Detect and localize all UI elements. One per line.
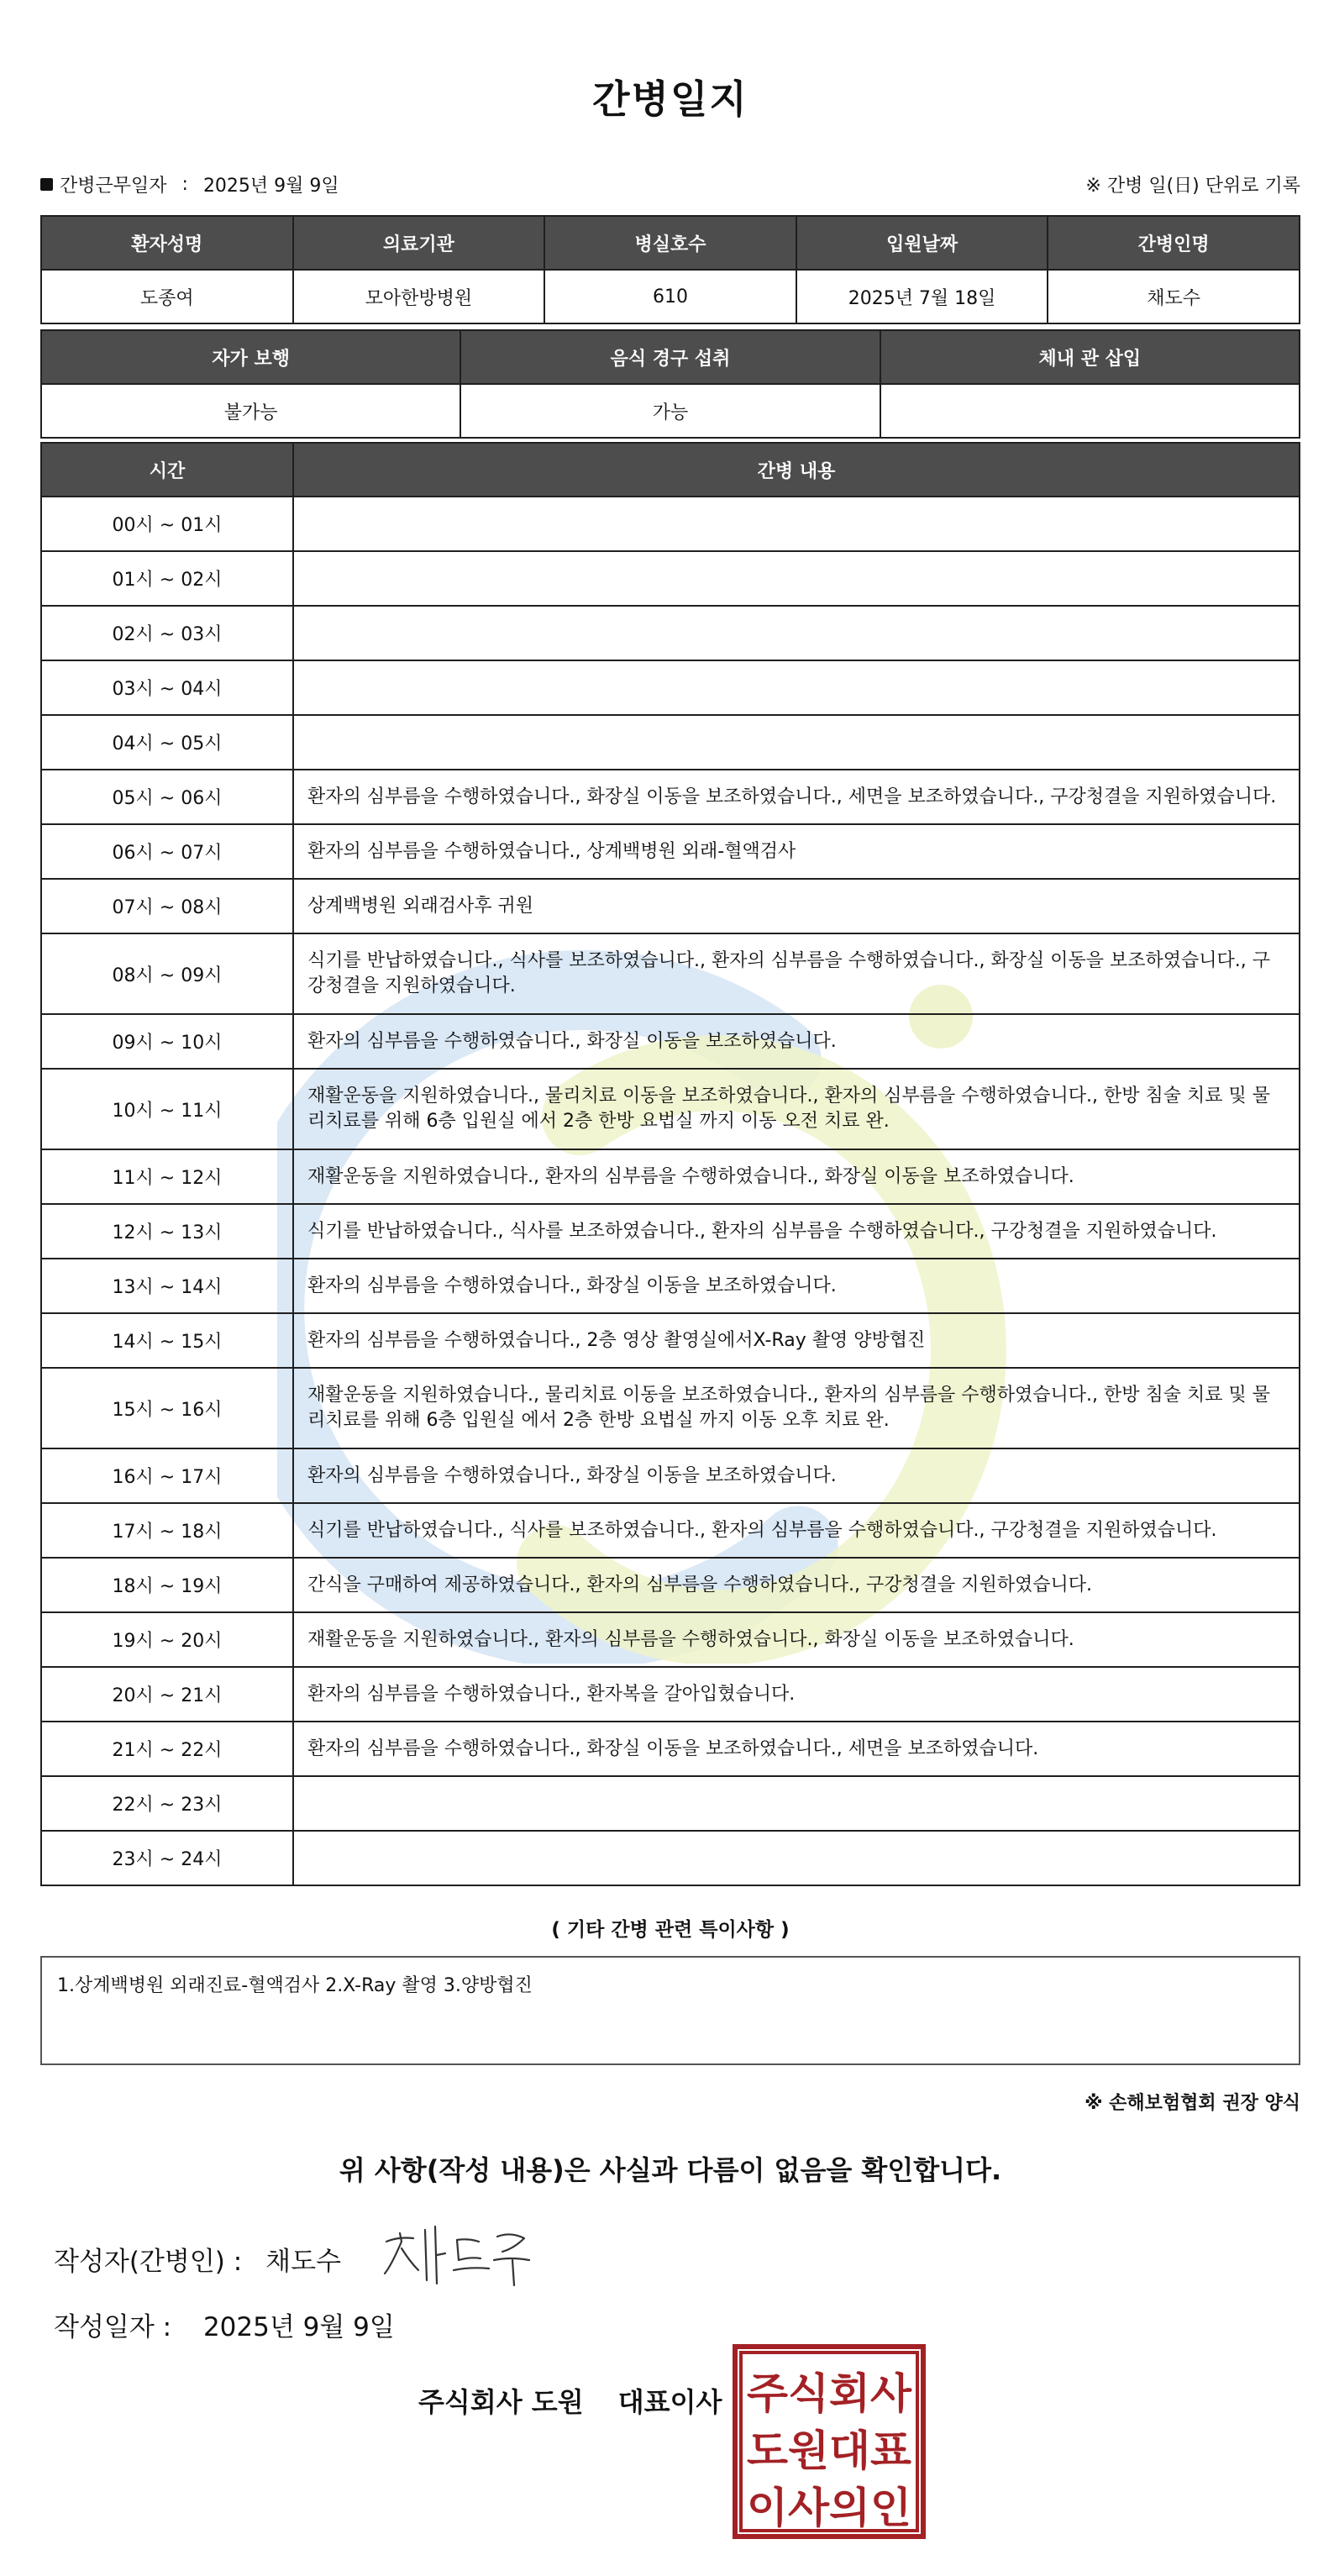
- care-content-cell: 재활운동을 지원하였습니다., 환자의 심부름을 수행하였습니다., 화장실 이동을 보조하였습니다.: [293, 1612, 1300, 1667]
- colon-separator: :: [181, 174, 188, 195]
- table-header-row: [41, 216, 1300, 270]
- work-date-line: [40, 171, 339, 197]
- company-line: [418, 2381, 722, 2420]
- oral-intake-cell: 가능: [460, 384, 880, 438]
- care-content-cell: 환자의 심부름을 수행하였습니다., 화장실 이동을 보조하였습니다.: [293, 1448, 1300, 1503]
- handwritten-signature: [376, 2218, 536, 2294]
- table-row: [41, 1503, 1300, 1558]
- care-content-cell: 환자의 심부름을 수행하였습니다., 상계백병원 외래-혈액검사: [293, 824, 1300, 879]
- table-row: [41, 1069, 1300, 1149]
- table-row: [41, 879, 1300, 933]
- table-row: [41, 660, 1300, 715]
- time-slot-cell: 20시 ~ 21시: [41, 1667, 293, 1722]
- table-row: [41, 1313, 1300, 1368]
- care-content-cell: [293, 660, 1300, 715]
- page-title: 간병일지: [592, 76, 748, 122]
- writer-line: [54, 2240, 341, 2278]
- table-row: [41, 270, 1300, 323]
- insurance-note: ※ 손해보험협회 권장 양식: [1085, 2093, 1300, 2114]
- time-slot-cell: 09시 ~ 10시: [41, 1014, 293, 1069]
- table-row: [41, 1722, 1300, 1776]
- header-cell: 체내 관 삽입: [880, 330, 1300, 384]
- special-notes-title: ( 기타 간병 관련 특이사항 ): [551, 1919, 790, 1941]
- hospital-cell: 모아한방병원: [293, 270, 545, 323]
- care-content-cell: 환자의 심부름을 수행하였습니다., 화장실 이동을 보조하였습니다., 세면을 보조하였습니다.: [293, 1722, 1300, 1776]
- patient-name-cell: 도종여: [41, 270, 293, 323]
- care-content-cell: 식기를 반납하였습니다., 식사를 보조하였습니다., 환자의 심부름을 수행하였습니다., 구강청결을 지원하였습니다.: [293, 1503, 1300, 1558]
- header-cell: 간병 내용: [293, 443, 1300, 497]
- table-row: [41, 1667, 1300, 1722]
- time-slot-cell: 17시 ~ 18시: [41, 1503, 293, 1558]
- time-slot-cell: 03시 ~ 04시: [41, 660, 293, 715]
- header-cell: 환자성명: [41, 216, 293, 270]
- writer-label: 작성자(간병인) :: [54, 2247, 243, 2277]
- time-slot-cell: 18시 ~ 19시: [41, 1558, 293, 1612]
- care-content-cell: 재활운동을 지원하였습니다., 물리치료 이동을 보조하였습니다., 환자의 심부름을 수행하였습니다., 한방 침술 치료 및 물리치료를 위해 6층 입원실 에서 2층 한방 요법실 까지 이동 오전 치료 완.: [293, 1069, 1300, 1149]
- time-slot-cell: 13시 ~ 14시: [41, 1259, 293, 1313]
- time-slot-cell: 14시 ~ 15시: [41, 1313, 293, 1368]
- time-slot-cell: 12시 ~ 13시: [41, 1204, 293, 1259]
- table-row: [41, 606, 1300, 660]
- time-slot-cell: 00시 ~ 01시: [41, 497, 293, 551]
- admission-date-cell: 2025년 7월 18일: [796, 270, 1048, 323]
- header-cell: 시간: [41, 443, 293, 497]
- written-date-line: [54, 2305, 395, 2343]
- table-row: [41, 1014, 1300, 1069]
- header-cell: 병실호수: [544, 216, 796, 270]
- time-slot-cell: 23시 ~ 24시: [41, 1831, 293, 1885]
- company-seal-stamp: [733, 2344, 926, 2539]
- header-cell: 간병인명: [1048, 216, 1300, 270]
- time-slot-cell: 19시 ~ 20시: [41, 1612, 293, 1667]
- table-header-row: [41, 330, 1300, 384]
- table-row: [41, 1204, 1300, 1259]
- time-slot-cell: 16시 ~ 17시: [41, 1448, 293, 1503]
- time-slot-cell: 22시 ~ 23시: [41, 1776, 293, 1831]
- svg-text:주식회사: 주식회사: [747, 2369, 912, 2418]
- writer-name: 채도수: [265, 2247, 342, 2277]
- work-date-label: 간병근무일자: [60, 176, 167, 197]
- work-date-value: 2025년 9월 9일: [202, 176, 339, 197]
- care-content-cell: 재활운동을 지원하였습니다., 환자의 심부름을 수행하였습니다., 화장실 이동을 보조하였습니다.: [293, 1149, 1300, 1204]
- care-content-cell: 환자의 심부름을 수행하였습니다., 화장실 이동을 보조하였습니다.: [293, 1259, 1300, 1313]
- table-row: [41, 1259, 1300, 1313]
- care-content-cell: [293, 606, 1300, 660]
- time-slot-cell: 07시 ~ 08시: [41, 879, 293, 933]
- table-row: [41, 1612, 1300, 1667]
- table-row: [41, 715, 1300, 770]
- care-content-cell: 간식을 구매하여 제공하였습니다., 환자의 심부름을 수행하였습니다., 구강청결을 지원하였습니다.: [293, 1558, 1300, 1612]
- care-content-cell: 식기를 반납하였습니다., 식사를 보조하였습니다., 환자의 심부름을 수행하였습니다., 화장실 이동을 보조하였습니다., 구강청결을 지원하였습니다.: [293, 933, 1300, 1014]
- table-row: [41, 384, 1300, 438]
- table-row: [41, 1368, 1300, 1448]
- care-content-cell: 환자의 심부름을 수행하였습니다., 화장실 이동을 보조하였습니다.: [293, 1014, 1300, 1069]
- table-row: [41, 1558, 1300, 1612]
- table-row: [41, 1448, 1300, 1503]
- header-cell: 의료기관: [293, 216, 545, 270]
- svg-text:도원대표: 도원대표: [747, 2426, 912, 2475]
- time-slot-cell: 21시 ~ 22시: [41, 1722, 293, 1776]
- care-content-cell: 환자의 심부름을 수행하였습니다., 환자복을 갈아입혔습니다.: [293, 1667, 1300, 1722]
- patient-condition-table: [40, 329, 1300, 439]
- header-cell: 입원날짜: [796, 216, 1048, 270]
- caregiver-name-cell: 채도수: [1048, 270, 1300, 323]
- tube-insertion-cell: [880, 384, 1300, 438]
- time-slot-cell: 08시 ~ 09시: [41, 933, 293, 1014]
- care-content-cell: 환자의 심부름을 수행하였습니다., 2층 영상 촬영실에서X-Ray 촬영 양방협진: [293, 1313, 1300, 1368]
- time-slot-cell: 10시 ~ 11시: [41, 1069, 293, 1149]
- time-slot-cell: 04시 ~ 05시: [41, 715, 293, 770]
- confirmation-statement: 위 사항(작성 내용)은 사실과 다름이 없음을 확인합니다.: [339, 2154, 1002, 2186]
- patient-info-table: [40, 215, 1300, 324]
- representative-title: 대표이사: [617, 2386, 722, 2418]
- special-notes-text: 1.상계백병원 외래진료-혈액검사 2.X-Ray 촬영 3.양방협진: [57, 1975, 533, 1996]
- care-log-table: [40, 442, 1300, 1886]
- svg-text:이사의인: 이사의인: [747, 2484, 911, 2532]
- bullet-icon: [40, 178, 53, 191]
- care-content-cell: [293, 551, 1300, 606]
- table-row: [41, 824, 1300, 879]
- unit-note: ※ 간병 일(日) 단위로 기록: [1085, 176, 1300, 197]
- time-slot-cell: 15시 ~ 16시: [41, 1368, 293, 1448]
- table-row: [41, 497, 1300, 551]
- written-date-label: 작성일자 :: [54, 2312, 172, 2342]
- table-row: [41, 933, 1300, 1014]
- table-header-row: [41, 443, 1300, 497]
- table-row: [41, 551, 1300, 606]
- walking-cell: 불가능: [41, 384, 460, 438]
- header-cell: 자가 보행: [41, 330, 460, 384]
- care-content-cell: 상계백병원 외래검사후 귀원: [293, 879, 1300, 933]
- time-slot-cell: 06시 ~ 07시: [41, 824, 293, 879]
- room-number-cell: 610: [544, 270, 796, 323]
- table-row: [41, 1831, 1300, 1885]
- care-content-cell: [293, 715, 1300, 770]
- table-row: [41, 1149, 1300, 1204]
- header-cell: 음식 경구 섭취: [460, 330, 880, 384]
- time-slot-cell: 01시 ~ 02시: [41, 551, 293, 606]
- care-content-cell: 환자의 심부름을 수행하였습니다., 화장실 이동을 보조하였습니다., 세면을 보조하였습니다., 구강청결을 지원하였습니다.: [293, 770, 1300, 824]
- care-content-cell: 재활운동을 지원하였습니다., 물리치료 이동을 보조하였습니다., 환자의 심부름을 수행하였습니다., 한방 침술 치료 및 물리치료를 위해 6층 입원실 에서 2층 한방 요법실 까지 이동 오후 치료 완.: [293, 1368, 1300, 1448]
- written-date-value: 2025년 9월 9일: [202, 2312, 395, 2342]
- care-content-cell: 식기를 반납하였습니다., 식사를 보조하였습니다., 환자의 심부름을 수행하였습니다., 구강청결을 지원하였습니다.: [293, 1204, 1300, 1259]
- care-content-cell: [293, 497, 1300, 551]
- time-slot-cell: 05시 ~ 06시: [41, 770, 293, 824]
- time-slot-cell: 11시 ~ 12시: [41, 1149, 293, 1204]
- care-content-cell: [293, 1831, 1300, 1885]
- table-row: [41, 1776, 1300, 1831]
- care-content-cell: [293, 1776, 1300, 1831]
- table-row: [41, 770, 1300, 824]
- care-log-body: [41, 497, 1300, 1885]
- time-slot-cell: 02시 ~ 03시: [41, 606, 293, 660]
- special-notes-box: [40, 1956, 1300, 2065]
- company-name: 주식회사 도원: [418, 2386, 584, 2418]
